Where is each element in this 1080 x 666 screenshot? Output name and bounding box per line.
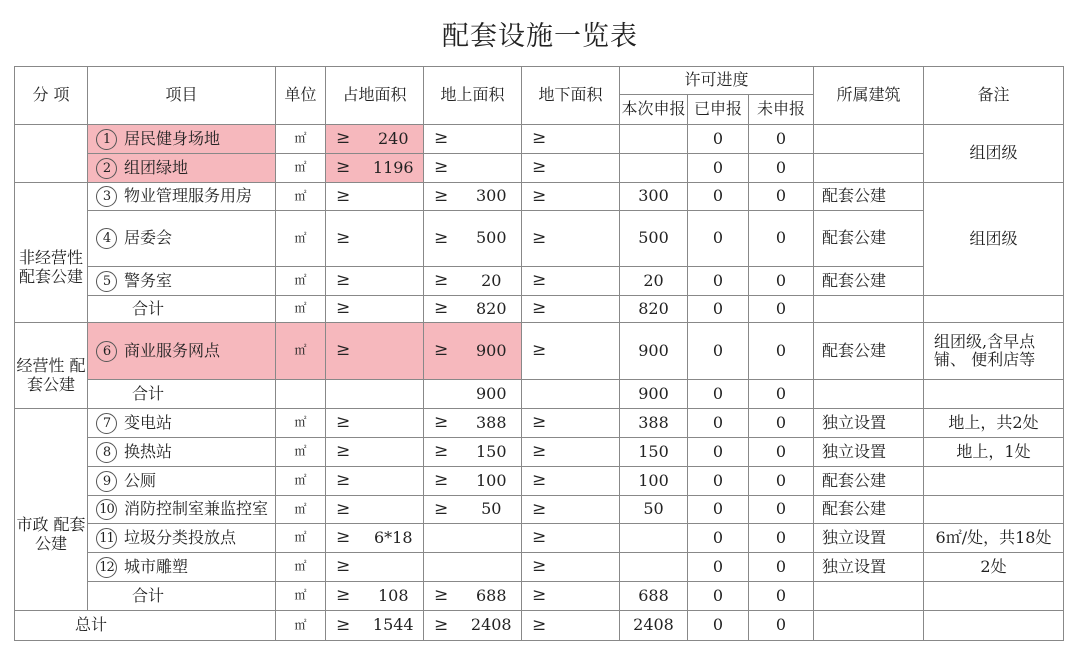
remark-cell: 组团级 xyxy=(924,183,1064,296)
table-row xyxy=(15,496,1064,524)
this-time-value: 300 xyxy=(620,183,688,211)
not-reported-value: 0 xyxy=(749,183,814,211)
table-row xyxy=(15,267,1064,296)
not-reported-value: 0 xyxy=(749,267,814,296)
below-ge: ≥ xyxy=(522,524,560,553)
below-ge: ≥ xyxy=(522,323,560,380)
this-time-value: 20 xyxy=(620,267,688,296)
item-label: 商业服务网点 xyxy=(124,340,221,360)
category-cell xyxy=(15,125,88,183)
below-ge: ≥ xyxy=(522,409,560,438)
item-label: 居民健身场地 xyxy=(124,128,221,148)
land-ge: ≥ xyxy=(326,467,364,496)
reported-value: 0 xyxy=(688,611,749,641)
above-area-value: 50 xyxy=(462,496,522,524)
above-ge: ≥ xyxy=(424,267,462,296)
land-ge: ≥ xyxy=(326,582,364,611)
grand-total-label: 总计 xyxy=(15,611,276,641)
unit-cell: ㎡ xyxy=(276,125,326,154)
not-reported-value: 0 xyxy=(749,380,814,409)
above-ge: ≥ xyxy=(424,409,462,438)
above-area-value: 900 xyxy=(462,380,522,409)
remark-cell xyxy=(924,467,1064,496)
item-name xyxy=(88,524,276,553)
item-name xyxy=(88,438,276,467)
below-area-value xyxy=(560,524,620,553)
below-area-value xyxy=(560,438,620,467)
below-ge: ≥ xyxy=(522,267,560,296)
building-value: 独立设置 xyxy=(814,409,924,438)
item-name xyxy=(88,323,276,380)
building-value: 独立设置 xyxy=(814,524,924,553)
item-number-badge: 2 xyxy=(96,158,117,179)
this-time-value: 688 xyxy=(620,582,688,611)
unit-cell: ㎡ xyxy=(276,553,326,582)
building-value xyxy=(814,296,924,323)
below-area-value xyxy=(560,496,620,524)
item-label: 合计 xyxy=(132,298,165,318)
item-name xyxy=(88,211,276,267)
above-ge: ≥ xyxy=(424,154,462,183)
item-name xyxy=(88,553,276,582)
building-value xyxy=(814,582,924,611)
page-title: 配套设施一览表 xyxy=(442,21,638,52)
below-ge: ≥ xyxy=(522,125,560,154)
above-area-value: 150 xyxy=(462,438,522,467)
remark-cell xyxy=(924,496,1064,524)
remark-cell xyxy=(924,380,1064,409)
above-ge: ≥ xyxy=(424,211,462,267)
unit-cell: ㎡ xyxy=(276,267,326,296)
table-row xyxy=(15,438,1064,467)
land-ge: ≥ xyxy=(326,296,364,323)
table-row xyxy=(15,296,1064,323)
this-time-value: 388 xyxy=(620,409,688,438)
below-area-value xyxy=(560,154,620,183)
above-area-value xyxy=(462,524,522,553)
building-value: 配套公建 xyxy=(814,467,924,496)
unit-cell: ㎡ xyxy=(276,409,326,438)
reported-value: 0 xyxy=(688,438,749,467)
this-time-value: 50 xyxy=(620,496,688,524)
this-time-value: 100 xyxy=(620,467,688,496)
not-reported-value: 0 xyxy=(749,611,814,641)
building-value: 独立设置 xyxy=(814,553,924,582)
above-ge: ≥ xyxy=(424,582,462,611)
reported-value: 0 xyxy=(688,496,749,524)
header-row xyxy=(15,67,1064,95)
item-label: 居委会 xyxy=(124,228,173,247)
above-ge: ≥ xyxy=(424,296,462,323)
above-ge: ≥ xyxy=(424,438,462,467)
below-area-value xyxy=(560,211,620,267)
below-ge: ≥ xyxy=(522,611,560,641)
above-ge: ≥ xyxy=(424,496,462,524)
land-area-value xyxy=(364,553,424,582)
item-name xyxy=(88,582,276,611)
item-name xyxy=(88,380,276,409)
land-area-value xyxy=(364,211,424,267)
above-area-value xyxy=(462,125,522,154)
unit-cell: ㎡ xyxy=(276,467,326,496)
above-ge: ≥ xyxy=(424,125,462,154)
above-area-value: 820 xyxy=(462,296,522,323)
table-row xyxy=(15,467,1064,496)
land-ge: ≥ xyxy=(326,553,364,582)
not-reported-value: 0 xyxy=(749,582,814,611)
header-not-reported: 未申报 xyxy=(749,95,814,125)
below-ge: ≥ xyxy=(522,553,560,582)
remark-cell xyxy=(924,296,1064,323)
item-label: 换热站 xyxy=(124,441,173,461)
unit-cell: ㎡ xyxy=(276,524,326,553)
building-value xyxy=(814,611,924,641)
above-area-value: 900 xyxy=(462,323,522,380)
not-reported-value: 0 xyxy=(749,323,814,380)
this-time-value: 150 xyxy=(620,438,688,467)
land-ge: ≥ xyxy=(326,496,364,524)
not-reported-value: 0 xyxy=(749,125,814,154)
reported-value: 0 xyxy=(688,323,749,380)
land-area-value: 1196 xyxy=(364,154,424,183)
header-below-area: 地下面积 xyxy=(522,67,620,125)
item-label: 变电站 xyxy=(124,412,173,432)
land-area-value xyxy=(364,183,424,211)
table-row xyxy=(15,380,1064,409)
item-number-badge: 3 xyxy=(96,186,117,207)
reported-value: 0 xyxy=(688,154,749,183)
land-ge: ≥ xyxy=(326,524,364,553)
building-value: 配套公建 xyxy=(814,496,924,524)
below-ge xyxy=(522,380,560,409)
not-reported-value: 0 xyxy=(749,154,814,183)
above-area-value: 2408 xyxy=(462,611,522,641)
remark-cell xyxy=(924,611,1064,641)
this-time-value: 2408 xyxy=(620,611,688,641)
reported-value: 0 xyxy=(688,183,749,211)
item-name xyxy=(88,125,276,154)
below-area-value xyxy=(560,296,620,323)
header-reported: 已申报 xyxy=(688,95,749,125)
building-value: 配套公建 xyxy=(814,183,924,211)
building-value: 独立设置 xyxy=(814,438,924,467)
below-ge: ≥ xyxy=(522,582,560,611)
below-area-value xyxy=(560,380,620,409)
table-row xyxy=(15,154,1064,183)
unit-cell: ㎡ xyxy=(276,323,326,380)
table-row xyxy=(15,553,1064,582)
building-value xyxy=(814,380,924,409)
item-number-badge: 10 xyxy=(96,499,117,520)
building-value: 配套公建 xyxy=(814,267,924,296)
land-area-value xyxy=(364,296,424,323)
this-time-value xyxy=(620,553,688,582)
land-ge: ≥ xyxy=(326,125,364,154)
table-row xyxy=(15,211,1064,267)
building-value: 配套公建 xyxy=(814,211,924,267)
above-ge: ≥ xyxy=(424,611,462,641)
item-number-badge: 1 xyxy=(96,129,117,150)
land-ge: ≥ xyxy=(326,183,364,211)
not-reported-value: 0 xyxy=(749,409,814,438)
below-ge: ≥ xyxy=(522,154,560,183)
item-number-badge: 7 xyxy=(96,413,117,434)
table-row xyxy=(15,611,1064,641)
above-area-value: 500 xyxy=(462,211,522,267)
table-row xyxy=(15,125,1064,154)
land-ge: ≥ xyxy=(326,211,364,267)
not-reported-value: 0 xyxy=(749,496,814,524)
reported-value: 0 xyxy=(688,125,749,154)
item-number-badge: 8 xyxy=(96,442,117,463)
unit-cell: ㎡ xyxy=(276,296,326,323)
below-ge: ≥ xyxy=(522,438,560,467)
unit-cell: ㎡ xyxy=(276,611,326,641)
above-ge xyxy=(424,553,462,582)
item-number-badge: 12 xyxy=(96,557,117,578)
unit-cell xyxy=(276,380,326,409)
building-value: 配套公建 xyxy=(814,323,924,380)
item-label: 合计 xyxy=(132,585,165,605)
unit-cell: ㎡ xyxy=(276,211,326,267)
reported-value: 0 xyxy=(688,211,749,267)
above-area-value: 100 xyxy=(462,467,522,496)
this-time-value xyxy=(620,125,688,154)
header-land-area: 占地面积 xyxy=(326,67,424,125)
category-cell: 经营性 配套公建 xyxy=(15,323,88,409)
above-ge: ≥ xyxy=(424,467,462,496)
land-area-value xyxy=(364,323,424,380)
item-label: 警务室 xyxy=(124,270,173,290)
remark-cell: 2处 xyxy=(924,553,1064,582)
not-reported-value: 0 xyxy=(749,296,814,323)
unit-cell: ㎡ xyxy=(276,496,326,524)
not-reported-value: 0 xyxy=(749,438,814,467)
table-row xyxy=(15,582,1064,611)
reported-value: 0 xyxy=(688,467,749,496)
category-cell: 非经营性 配套公建 xyxy=(15,183,88,323)
this-time-value: 900 xyxy=(620,323,688,380)
facility-table xyxy=(14,66,1064,641)
land-ge: ≥ xyxy=(326,409,364,438)
table-row xyxy=(15,183,1064,211)
item-name xyxy=(88,154,276,183)
above-ge: ≥ xyxy=(424,323,462,380)
unit-cell: ㎡ xyxy=(276,154,326,183)
unit-cell: ㎡ xyxy=(276,582,326,611)
below-area-value xyxy=(560,611,620,641)
not-reported-value: 0 xyxy=(749,211,814,267)
reported-value: 0 xyxy=(688,267,749,296)
this-time-value xyxy=(620,524,688,553)
above-area-value: 688 xyxy=(462,582,522,611)
header-building: 所属建筑 xyxy=(814,67,924,125)
not-reported-value: 0 xyxy=(749,524,814,553)
header-unit: 单位 xyxy=(276,67,326,125)
item-label: 消防控制室兼监控室 xyxy=(124,499,269,518)
building-value xyxy=(814,154,924,183)
above-area-value xyxy=(462,553,522,582)
land-ge: ≥ xyxy=(326,267,364,296)
below-ge: ≥ xyxy=(522,467,560,496)
item-name xyxy=(88,296,276,323)
remark-cell xyxy=(924,582,1064,611)
land-area-value xyxy=(364,496,424,524)
land-area-value: 1544 xyxy=(364,611,424,641)
above-area-value: 300 xyxy=(462,183,522,211)
this-time-value: 900 xyxy=(620,380,688,409)
above-area-value xyxy=(462,154,522,183)
item-label: 合计 xyxy=(132,383,165,403)
header-remark: 备注 xyxy=(924,67,1064,125)
below-ge: ≥ xyxy=(522,296,560,323)
table-row xyxy=(15,409,1064,438)
land-area-value: 6*18 xyxy=(364,524,424,553)
unit-cell: ㎡ xyxy=(276,183,326,211)
not-reported-value: 0 xyxy=(749,553,814,582)
item-name xyxy=(88,183,276,211)
item-name xyxy=(88,496,276,524)
building-value xyxy=(814,125,924,154)
remark-cell: 组团级,含早点铺、 便利店等 xyxy=(924,323,1064,380)
land-ge: ≥ xyxy=(326,611,364,641)
header-this-time: 本次申报 xyxy=(620,95,688,125)
below-area-value xyxy=(560,125,620,154)
land-area-value xyxy=(364,438,424,467)
item-number-badge: 11 xyxy=(96,528,117,549)
land-area-value xyxy=(364,467,424,496)
item-name xyxy=(88,467,276,496)
item-number-badge: 6 xyxy=(96,341,117,362)
item-number-badge: 9 xyxy=(96,471,117,492)
reported-value: 0 xyxy=(688,380,749,409)
land-ge: ≥ xyxy=(326,438,364,467)
item-label: 城市雕塑 xyxy=(124,556,189,576)
remark-cell: 6㎡/处，共18处 xyxy=(924,524,1064,553)
below-area-value xyxy=(560,323,620,380)
reported-value: 0 xyxy=(688,409,749,438)
header-permit-progress: 许可进度 xyxy=(620,67,814,95)
item-number-badge: 5 xyxy=(96,271,117,292)
below-area-value xyxy=(560,553,620,582)
reported-value: 0 xyxy=(688,524,749,553)
land-area-value: 240 xyxy=(364,125,424,154)
reported-value: 0 xyxy=(688,296,749,323)
not-reported-value: 0 xyxy=(749,467,814,496)
below-area-value xyxy=(560,409,620,438)
below-area-value xyxy=(560,467,620,496)
above-area-value: 20 xyxy=(462,267,522,296)
header-above-area: 地上面积 xyxy=(424,67,522,125)
category-cell: 市政 配套公建 xyxy=(15,409,88,611)
item-number-badge: 4 xyxy=(96,228,117,249)
below-area-value xyxy=(560,183,620,211)
reported-value: 0 xyxy=(688,553,749,582)
land-area-value: 108 xyxy=(364,582,424,611)
land-ge: ≥ xyxy=(326,154,364,183)
remark-cell: 地上，1处 xyxy=(924,438,1064,467)
above-ge xyxy=(424,380,462,409)
below-area-value xyxy=(560,267,620,296)
land-area-value xyxy=(364,267,424,296)
land-area-value xyxy=(364,409,424,438)
item-label: 物业管理服务用房 xyxy=(124,186,253,205)
remark-cell: 组团级 xyxy=(924,125,1064,183)
item-name xyxy=(88,409,276,438)
remark-cell: 地上，共2处 xyxy=(924,409,1064,438)
land-ge xyxy=(326,380,364,409)
item-label: 组团绿地 xyxy=(124,157,189,177)
below-ge: ≥ xyxy=(522,183,560,211)
below-area-value xyxy=(560,582,620,611)
item-label: 垃圾分类投放点 xyxy=(124,527,237,547)
table-row xyxy=(15,524,1064,553)
item-name xyxy=(88,267,276,296)
header-item: 项目 xyxy=(88,67,276,125)
above-ge xyxy=(424,524,462,553)
land-ge: ≥ xyxy=(326,323,364,380)
below-ge: ≥ xyxy=(522,211,560,267)
item-label: 公厕 xyxy=(124,470,157,490)
below-ge: ≥ xyxy=(522,496,560,524)
table-row xyxy=(15,323,1064,380)
reported-value: 0 xyxy=(688,582,749,611)
above-area-value: 388 xyxy=(462,409,522,438)
land-area-value xyxy=(364,380,424,409)
header-category: 分 项 xyxy=(15,67,88,125)
this-time-value: 820 xyxy=(620,296,688,323)
unit-cell: ㎡ xyxy=(276,438,326,467)
this-time-value: 500 xyxy=(620,211,688,267)
this-time-value xyxy=(620,154,688,183)
above-ge: ≥ xyxy=(424,183,462,211)
